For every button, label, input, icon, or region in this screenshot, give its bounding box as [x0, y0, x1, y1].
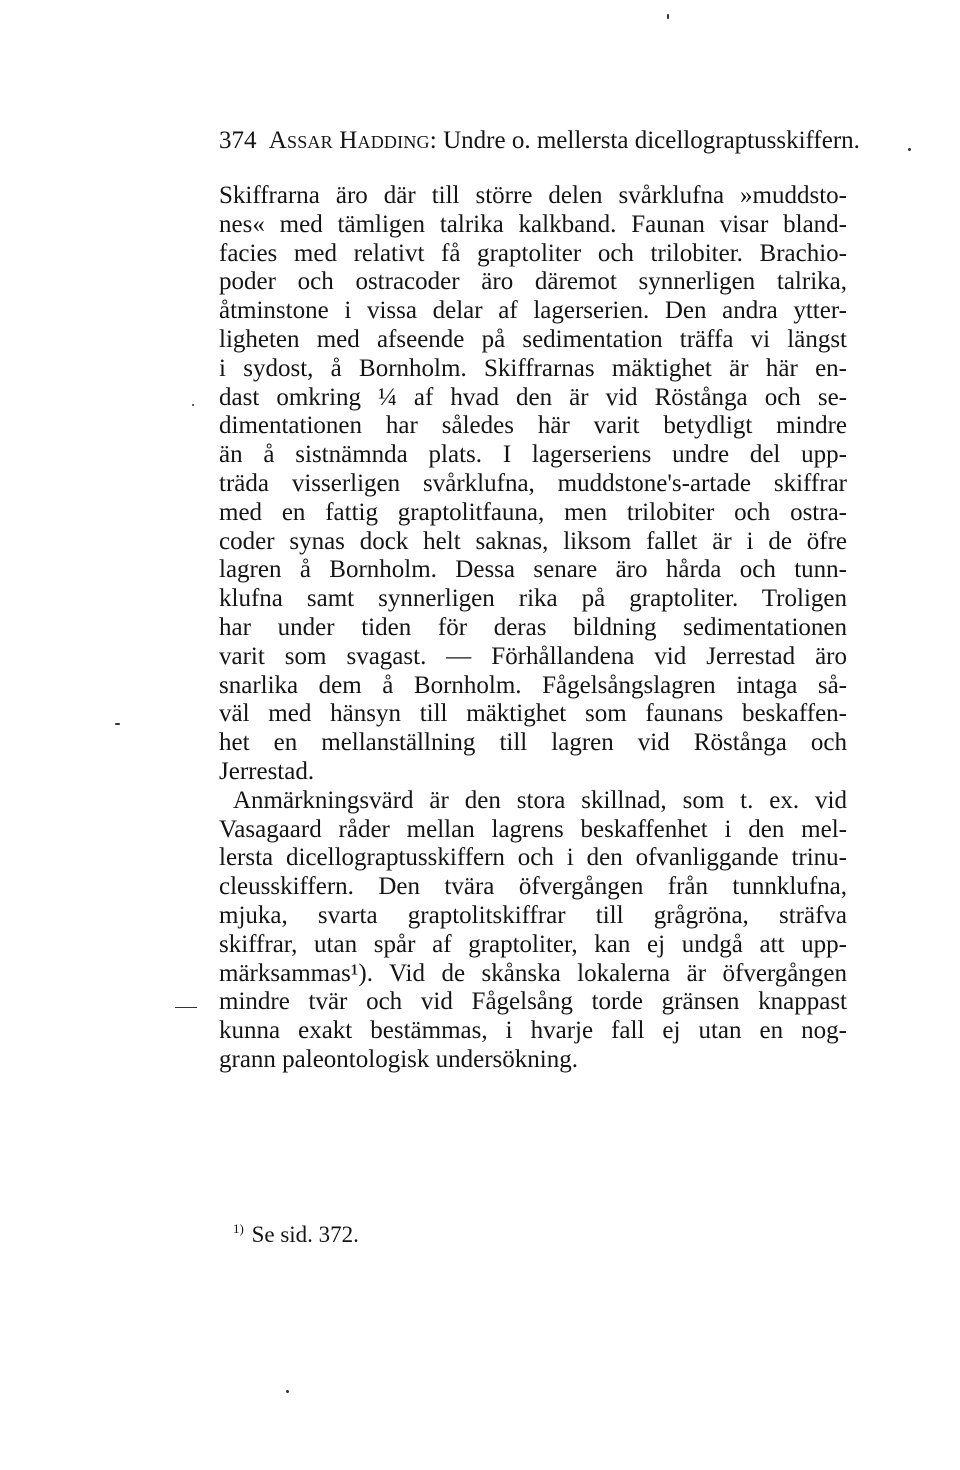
text-line: coder synas dock helt saknas, liksom fallet är i de öfre — [219, 527, 847, 555]
text-line: väl med hänsyn till mäktighet som faunans beskaffen- — [219, 700, 847, 728]
scan-speck — [175, 1007, 197, 1008]
text-line: lagren å Bornholm. Dessa senare äro hårda och tunn- — [219, 556, 847, 584]
text-line: ligheten med afseende på sedimentation träffa vi längst — [219, 325, 847, 353]
text-line: kunna exakt bestämmas, i hvarje fall ej utan en nog- — [219, 1017, 847, 1045]
text-line: dast omkring ¼ af hvad den är vid Röstånga och se- — [219, 383, 847, 411]
text-line: märksammas¹). Vid de skånska lokalerna är öfvergången — [219, 959, 847, 987]
text-line: i sydost, å Bornholm. Skiffrarnas mäktighet är här en- — [219, 354, 847, 382]
page-number: 374 — [219, 127, 257, 154]
footnote — [233, 1215, 359, 1249]
paragraph-end-line: Jerrestad. — [219, 757, 315, 785]
text-line: med en fattig graptolitfauna, men trilobiter och ostra- — [219, 498, 847, 526]
running-header — [219, 126, 860, 156]
scan-speck — [667, 14, 669, 19]
text-line: snarlika dem å Bornholm. Fågelsångslagren intaga så- — [219, 671, 847, 699]
text-line: mjuka, svarta graptolitskiffrar till grågröna, sträfva — [219, 901, 847, 929]
scan-speck — [192, 404, 194, 406]
text-line: lersta dicellograptusskiffern och i den ofvanliggande trinu- — [219, 844, 847, 872]
body-text — [219, 182, 847, 1075]
text-line: dimentationen har således här varit betydligt mindre — [219, 412, 847, 440]
header-title: Undre o. mellersta dicellograptusskiffern. — [443, 127, 860, 154]
scan-speck — [115, 723, 120, 725]
scan-speck — [286, 1390, 289, 1393]
scan-speck — [908, 148, 911, 151]
footnote-text: Se sid. 372. — [251, 1222, 359, 1247]
text-line: facies med relativt få graptoliter och trilobiter. Brachio- — [219, 239, 847, 267]
text-line: mindre tvär och vid Fågelsång torde gränsen knappast — [219, 988, 847, 1016]
text-line: skiffrar, utan spår af graptoliter, kan ej undgå att upp- — [219, 930, 847, 958]
text-line: varit som svagast. — Förhållandena vid Jerrestad äro — [219, 642, 847, 670]
header-author: Assar Hadding: — [268, 127, 437, 154]
footnote-marker: 1) — [233, 1221, 244, 1236]
text-line: Skiffrarna äro där till större delen svårklufna »muddsto- — [219, 182, 847, 209]
text-line: Vasagaard råder mellan lagrens beskaffenhet i den mel- — [219, 815, 847, 843]
paragraph-start-line: Anmärkningsvärd är den stora skillnad, som t. ex. vid — [233, 786, 847, 814]
text-line: cleusskiffern. Den tvära öfvergången från tunnklufna, — [219, 873, 847, 901]
text-line: nes« med tämligen talrika kalkband. Faunan visar bland- — [219, 210, 847, 238]
text-line: klufna samt synnerligen rika på graptoliter. Troligen — [219, 585, 847, 613]
text-line: poder och ostracoder äro däremot synnerligen talrika, — [219, 268, 847, 296]
text-line: het en mellanställning till lagren vid Röstånga och — [219, 729, 847, 757]
text-line: än å sistnämnda plats. I lagerseriens undre del upp- — [219, 441, 847, 469]
text-line: har under tiden för deras bildning sedimentationen — [219, 613, 847, 641]
text-line: åtminstone i vissa delar af lagerserien. Den andra ytter- — [219, 297, 847, 325]
paragraph-end-line: grann paleontologisk undersökning. — [219, 1045, 578, 1073]
text-line: träda visserligen svårklufna, muddstone's-artade skiffrar — [219, 469, 847, 497]
